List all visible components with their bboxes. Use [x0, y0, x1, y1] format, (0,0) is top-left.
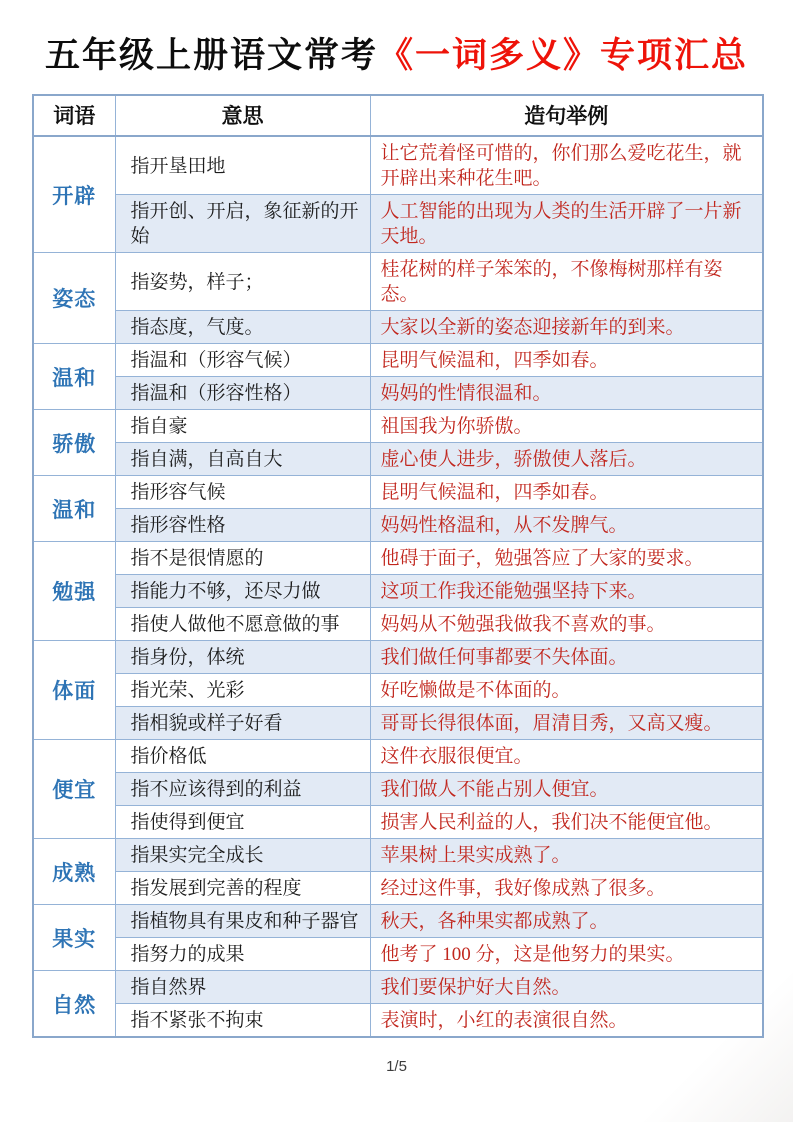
meaning-cell: 指温和（形容性格） [115, 377, 370, 410]
table-row [33, 971, 763, 1004]
meaning-cell: 指态度，气度。 [115, 311, 370, 344]
example-cell: 我们做任何事都要不失体面。 [370, 641, 763, 674]
example-cell: 桂花树的样子笨笨的，不像梅树那样有姿态。 [370, 253, 763, 311]
example-cell: 这件衣服很便宜。 [370, 740, 763, 773]
meaning-cell: 指身份，体统 [115, 641, 370, 674]
example-cell: 他考了 100 分，这是他努力的果实。 [370, 938, 763, 971]
example-cell: 人工智能的出现为人类的生活开辟了一片新天地。 [370, 195, 763, 253]
table-row [33, 1004, 763, 1038]
meaning-cell: 指努力的成果 [115, 938, 370, 971]
table-row [33, 938, 763, 971]
table-row [33, 707, 763, 740]
example-cell: 妈妈的性情很温和。 [370, 377, 763, 410]
table-row [33, 575, 763, 608]
table-row [33, 344, 763, 377]
meaning-cell: 指果实完全成长 [115, 839, 370, 872]
table-row [33, 253, 763, 311]
table-header-row [33, 95, 763, 136]
table-row [33, 641, 763, 674]
word-cell: 姿态 [33, 253, 115, 344]
meaning-cell: 指温和（形容气候） [115, 344, 370, 377]
example-cell: 损害人民利益的人，我们决不能便宜他。 [370, 806, 763, 839]
meaning-cell: 指发展到完善的程度 [115, 872, 370, 905]
table-row [33, 773, 763, 806]
table-row [33, 443, 763, 476]
meaning-cell: 指自豪 [115, 410, 370, 443]
table-row [33, 839, 763, 872]
example-cell: 昆明气候温和，四季如春。 [370, 344, 763, 377]
meaning-cell: 指形容性格 [115, 509, 370, 542]
table-row [33, 806, 763, 839]
example-cell: 妈妈从不勉强我做我不喜欢的事。 [370, 608, 763, 641]
header-cell-word: 词语 [33, 95, 115, 136]
example-cell: 大家以全新的姿态迎接新年的到来。 [370, 311, 763, 344]
word-cell: 勉强 [33, 542, 115, 641]
table-row [33, 542, 763, 575]
table-row [33, 740, 763, 773]
example-cell: 秋天，各种果实都成熟了。 [370, 905, 763, 938]
vocab-table [32, 94, 764, 1038]
example-cell: 虚心使人进步，骄傲使人落后。 [370, 443, 763, 476]
header-cell-meaning: 意思 [115, 95, 370, 136]
meaning-cell: 指植物具有果皮和种子器官 [115, 905, 370, 938]
table-row [33, 674, 763, 707]
example-cell: 让它荒着怪可惜的，你们那么爱吃花生，就开辟出来种花生吧。 [370, 136, 763, 195]
word-cell: 温和 [33, 476, 115, 542]
meaning-cell: 指光荣、光彩 [115, 674, 370, 707]
example-cell: 经过这件事，我好像成熟了很多。 [370, 872, 763, 905]
table-row [33, 136, 763, 195]
example-cell: 这项工作我还能勉强坚持下来。 [370, 575, 763, 608]
word-cell: 体面 [33, 641, 115, 740]
meaning-cell: 指不是很情愿的 [115, 542, 370, 575]
meaning-cell: 指不应该得到的利益 [115, 773, 370, 806]
meaning-cell: 指使人做他不愿意做的事 [115, 608, 370, 641]
example-cell: 妈妈性格温和，从不发脾气。 [370, 509, 763, 542]
table-row [33, 872, 763, 905]
word-cell: 开辟 [33, 136, 115, 253]
example-cell: 好吃懒做是不体面的。 [370, 674, 763, 707]
word-cell: 成熟 [33, 839, 115, 905]
meaning-cell: 指开垦田地 [115, 136, 370, 195]
table-row [33, 311, 763, 344]
table-row [33, 905, 763, 938]
meaning-cell: 指能力不够，还尽力做 [115, 575, 370, 608]
table-row [33, 476, 763, 509]
example-cell: 昆明气候温和，四季如春。 [370, 476, 763, 509]
meaning-cell: 指自满，自高自大 [115, 443, 370, 476]
meaning-cell: 指价格低 [115, 740, 370, 773]
word-cell: 果实 [33, 905, 115, 971]
example-cell: 他碍于面子，勉强答应了大家的要求。 [370, 542, 763, 575]
meaning-cell: 指使得到便宜 [115, 806, 370, 839]
table-row [33, 195, 763, 253]
header-cell-example: 造句举例 [370, 95, 763, 136]
table-row [33, 608, 763, 641]
example-cell: 哥哥长得很体面，眉清目秀，又高又瘦。 [370, 707, 763, 740]
meaning-cell: 指开创、开启，象征新的开始 [115, 195, 370, 253]
example-cell: 苹果树上果实成熟了。 [370, 839, 763, 872]
word-cell: 自然 [33, 971, 115, 1038]
meaning-cell: 指自然界 [115, 971, 370, 1004]
table-row [33, 509, 763, 542]
table-body [33, 136, 763, 1037]
meaning-cell: 指姿势，样子； [115, 253, 370, 311]
page-number: 1/5 [386, 1058, 407, 1075]
word-cell: 温和 [33, 344, 115, 410]
table-row [33, 377, 763, 410]
word-cell: 便宜 [33, 740, 115, 839]
page-title [0, 0, 793, 78]
meaning-cell: 指相貌或样子好看 [115, 707, 370, 740]
word-cell: 骄傲 [33, 410, 115, 476]
example-cell: 表演时，小红的表演很自然。 [370, 1004, 763, 1038]
meaning-cell: 指不紧张不拘束 [115, 1004, 370, 1038]
table-row [33, 410, 763, 443]
page-title-red: 《一词多义》专项汇总 [378, 36, 749, 75]
example-cell: 祖国我为你骄傲。 [370, 410, 763, 443]
meaning-cell: 指形容气候 [115, 476, 370, 509]
page-title-black: 五年级上册语文常考 [44, 36, 378, 75]
example-cell: 我们要保护好大自然。 [370, 971, 763, 1004]
example-cell: 我们做人不能占别人便宜。 [370, 773, 763, 806]
